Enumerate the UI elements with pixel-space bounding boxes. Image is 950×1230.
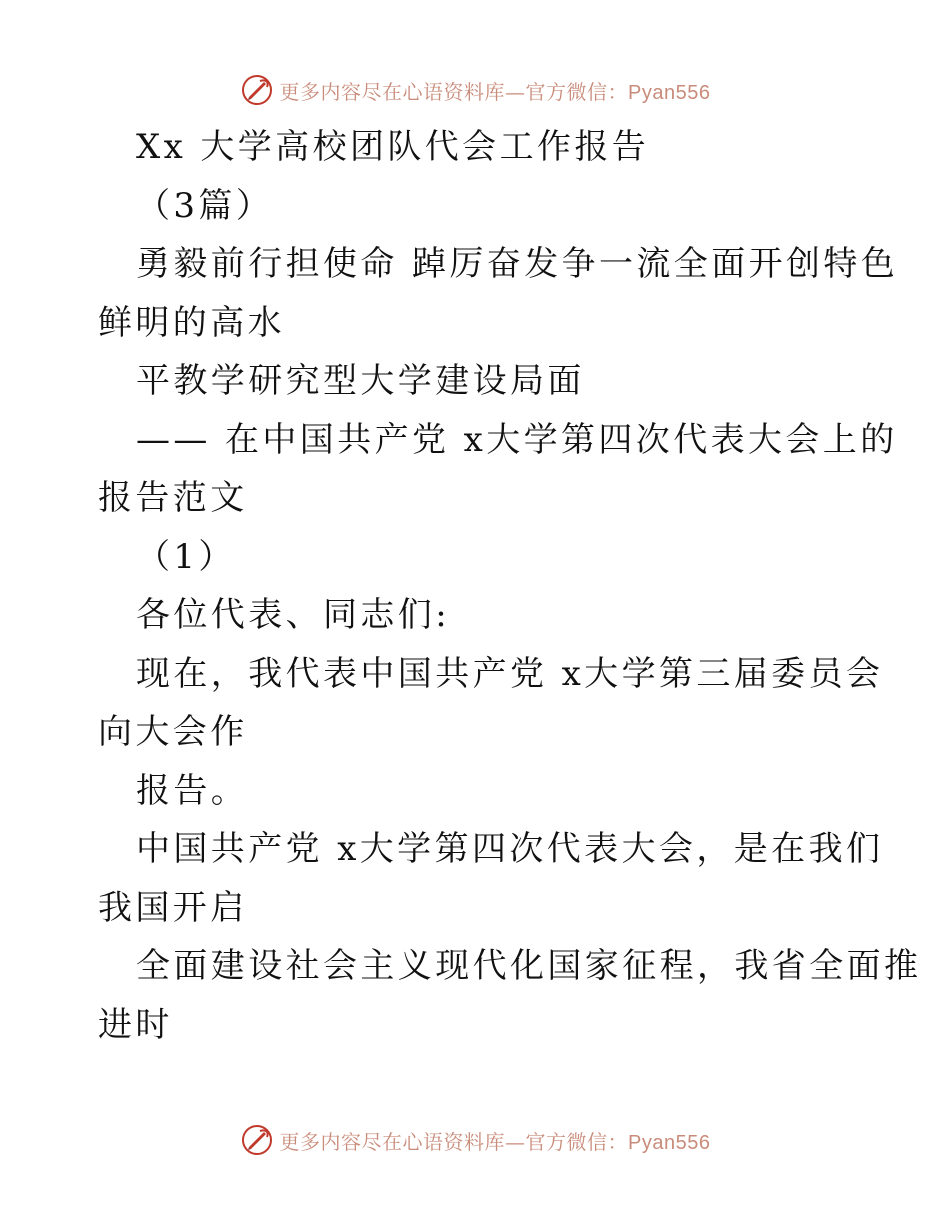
text-line: 报告范文 (98, 478, 248, 518)
text-line: 进时 (98, 1004, 173, 1045)
text-line: Xx 大学高校团队代会工作报告 (136, 127, 650, 167)
watermark-text-cn: 更多内容尽在心语资料库—官方微信： (279, 79, 629, 104)
text-line: —— 在中国共产党 x大学第四次代表大会上的 (136, 419, 898, 460)
text-line: 鲜明的高水 (98, 302, 285, 343)
quill-logo-icon (240, 1123, 274, 1157)
watermark-text-cn: 更多内容尽在心语资料库—官方微信： (279, 1129, 629, 1154)
watermark-text (280, 1126, 711, 1155)
text-line: （3篇） (136, 185, 274, 226)
text-line: 勇毅前行担使命 踔厉奋发争一流全面开创特色 (136, 244, 899, 284)
text-line: 平教学研究型大学建设局面 (136, 361, 585, 401)
watermark-group (240, 73, 711, 107)
text-line: 全面建设社会主义现代化国家征程，我省全面推 (136, 946, 922, 986)
text-line: 报告。 (136, 770, 249, 811)
text-line: 各位代表、同志们: (136, 595, 451, 635)
document-body (98, 118, 922, 1054)
watermark-group (240, 1123, 711, 1157)
text-line: 向大会作 (98, 712, 248, 752)
watermark-text (280, 76, 711, 105)
footer-watermark (0, 1120, 950, 1160)
text-line: （1） (136, 536, 236, 577)
text-line: 我国开启 (98, 887, 248, 928)
quill-logo-icon (240, 73, 274, 107)
watermark-wechat-id: Pyan556 (628, 1131, 711, 1154)
header-watermark (0, 70, 950, 110)
text-line: 现在，我代表中国共产党 x大学第三届委员会 (136, 653, 884, 694)
text-line: 中国共产党 x大学第四次代表大会，是在我们 (136, 829, 884, 869)
watermark-wechat-id: Pyan556 (628, 81, 711, 104)
